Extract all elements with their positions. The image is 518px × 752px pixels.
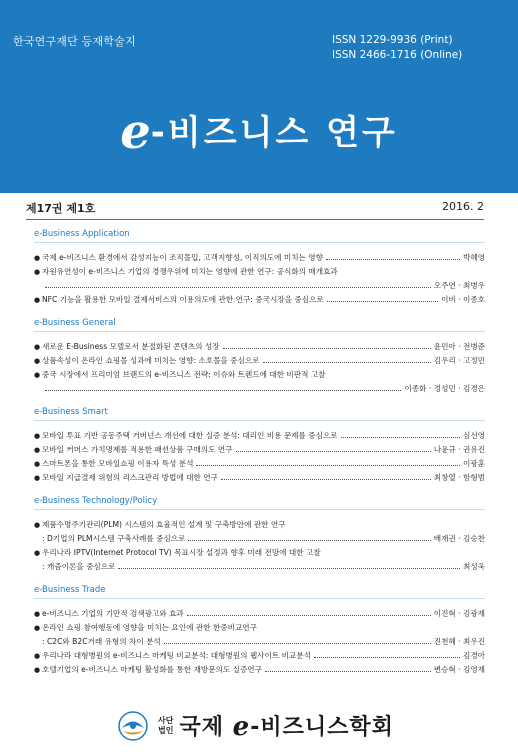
entry-line [34,518,485,532]
entry-title: 호텔기업의 e-비즈니스 마케팅 활성화를 통한 재방문의도 실증연구 [42,665,262,674]
journal-title-e: e [120,104,151,160]
toc-entry [34,354,485,368]
issn-block [332,33,492,63]
toc-entry [34,443,485,457]
entry-title: 우리나라 IPTV(Internet Protocol TV) 목표시장 설정과 향후 미래 전망에 대한 고찰 [42,548,321,557]
bullet-icon: ● [34,666,41,674]
issn-online: ISSN 2466-1716 (Online) [332,49,463,61]
entry-line [34,279,485,293]
entry-authors: 김우리 · 고정민 [433,356,485,365]
bullet-icon: ● [34,652,41,660]
entry-line [34,354,485,368]
entry-line [34,457,485,471]
entry-authors: 진천혜 · 최우진 [433,637,485,646]
entry-title: 중국 시장에서 프리미엄 브랜드의 e-비즈니스 전략: 이슈와 트렌드에 대한 비판적 고찰 [42,370,326,379]
entry-line [34,607,485,621]
entry-line [34,265,485,279]
corp-line-1: 사단 [158,716,174,725]
volume-label: 제17권 제1호 [26,202,96,215]
leader-dots [326,255,460,260]
entry-authors: 윤민아 · 전병준 [433,342,485,351]
entry-authors: 박혜영 [462,253,485,262]
bullet-icon: ● [34,624,41,632]
entry-line [34,382,485,396]
toc-entry [34,429,485,443]
entry-title: 모바일 투표 기반 공동주택 거버넌스 개선에 대한 실증 분석: 대리인 비용 문제를 중심으로 [42,431,338,440]
leader-dots [187,611,431,616]
toc-entry [34,607,485,621]
bullet-icon: ● [34,446,41,454]
toc-section [34,404,485,485]
bullet-icon: ● [34,343,41,351]
toc-entry [34,621,485,649]
leader-dots [164,639,431,644]
bullet-icon: ● [34,371,41,379]
entry-line [34,532,485,546]
entry-line [34,621,485,635]
entry-authors: 배재권 · 김승찬 [433,534,485,543]
issn-print: ISSN 1229-9936 (Print) [332,34,453,46]
issue-line [26,195,484,220]
leader-dots [263,358,431,363]
society-name-pre: 국제 [179,715,233,740]
entry-authors: 변승혁 · 김영재 [433,665,485,674]
entry-authors: 나윤규 · 권유진 [433,445,485,454]
bullet-icon: ● [34,432,41,440]
bullet-icon: ● [34,254,41,262]
toc-section [34,493,485,574]
bullet-icon: ● [34,610,41,618]
bullet-icon: ● [34,521,41,529]
entry-title: 국제 e-비즈니스 환경에서 감성지능이 조직몰입, 고객지향성, 이직의도에 미치는 영향 [42,253,323,262]
toc-entry [34,293,485,307]
entry-line [34,340,485,354]
bullet-icon: ● [34,460,41,468]
entry-line [34,560,485,574]
section-title: e-Business Technology/Policy [34,493,485,510]
leader-dots [221,475,431,480]
entry-title: 우리나라 대형병원의 e-비즈니스 마케팅 비교분석: 대형병원의 웹사이트 비교분석 [42,651,311,660]
section-title: e-Business General [34,315,485,332]
bullet-icon: ● [34,296,41,304]
toc-section [34,226,485,307]
leader-dots [314,653,460,658]
entry-title: : C2C와 B2C거래 유형의 차이 분석 [42,637,161,646]
entry-authors: 오주연 · 최병우 [433,281,485,290]
toc-entry [34,265,485,293]
leader-dots [341,433,460,438]
toc-entry [34,251,485,265]
entry-line [34,471,485,485]
leader-dots [45,386,401,391]
entry-authors: 이광훈 [462,459,485,468]
entry-authors: 이비 · 이종호 [441,295,485,304]
bullet-icon: ● [34,268,41,276]
bullet-icon: ● [34,357,41,365]
leader-dots [265,667,431,672]
toc-section [34,582,485,677]
toc-entry [34,457,485,471]
entry-authors: 심선영 [462,431,485,440]
leader-dots [196,461,460,466]
entry-title: e-비즈니스 기업의 기만적 검색광고와 효과 [42,609,184,618]
bullet-icon: ● [34,474,41,482]
issue-date: 2016. 2 [442,200,484,213]
entry-authors: 최창열 · 함형범 [433,473,485,482]
publisher-label: 한국연구재단 등재학술지 [13,35,136,48]
toc-entry [34,663,485,677]
entry-authors: 최성욱 [462,562,485,571]
cover-banner [0,0,518,193]
entry-line [34,443,485,457]
entry-title: 새로운 E-Business 모델로서 분절화된 콘텐츠의 성장 [42,342,220,351]
entry-line [34,649,485,663]
section-title: e-Business Application [34,226,485,243]
toc-section [34,315,485,396]
section-title: e-Business Smart [34,404,485,421]
entry-authors: 김경아 [462,651,485,660]
leader-dots [236,447,431,452]
society-name-e: e [232,712,251,742]
entry-authors: 이종화 · 정성민 · 김경은 [404,384,485,393]
society-name-post: -비즈니스학회 [250,715,394,740]
toc-entry [34,649,485,663]
entry-title: NFC 기능을 활용한 모바일 결제서비스의 이용의도에 관한 연구: 중국시장을 중심으로 [42,295,324,304]
entry-line [34,368,485,382]
entry-line [34,251,485,265]
entry-title: 제품수명주기관리(PLM) 시스템의 효율적인 설계 및 구축방안에 관한 연구 [42,520,286,529]
leader-dots [327,297,438,302]
journal-title-rest: -비즈니스 연구 [150,113,398,153]
entry-authors: 이진혁 · 김광재 [433,609,485,618]
society-emblem-icon [118,711,148,741]
leader-dots [118,564,460,569]
entry-title: 스마트폰을 통한 모바일쇼핑 이용자 특성 분석 [42,459,194,468]
society-corp-label [158,716,173,736]
society-name [179,710,393,742]
entry-title: 모바일 지급결제 위험의 리스크관리 방법에 대한 연구 [42,473,218,482]
leader-dots [45,283,431,288]
toc-entry [34,546,485,574]
toc-entry [34,368,485,396]
section-title: e-Business Trade [34,582,485,599]
entry-title: 상품속성이 온라인 쇼핑몰 성과에 미치는 영향: 소호몰을 중심으로 [42,356,260,365]
entry-line [34,429,485,443]
entry-title: : 캐즘이론을 중심으로 [42,562,116,571]
leader-dots [188,536,430,541]
entry-title: : D기업의 PLM시스템 구축사례를 중심으로 [42,534,186,543]
entry-line [34,663,485,677]
journal-title [0,104,518,160]
society-logo [118,711,394,741]
toc-entry [34,340,485,354]
entry-line [34,293,485,307]
toc-entry [34,518,485,546]
entry-line [34,635,485,649]
bullet-icon: ● [34,549,41,557]
entry-title: 온라인 쇼핑 참여행동에 영향을 미치는 요인에 관한 한중비교연구 [42,623,257,632]
entry-title: 모바일 커머스 가치명제를 적용한 패션상품 구매의도 연구 [42,445,233,454]
entry-title: 자원유연성이 e-비즈니스 기업의 경쟁우위에 미치는 영향에 관한 연구: 공식화의 매개효과 [42,267,338,276]
entry-line [34,546,485,560]
table-of-contents [34,226,485,685]
corp-line-2: 법인 [158,726,174,735]
leader-dots [223,344,431,349]
toc-entry [34,471,485,485]
